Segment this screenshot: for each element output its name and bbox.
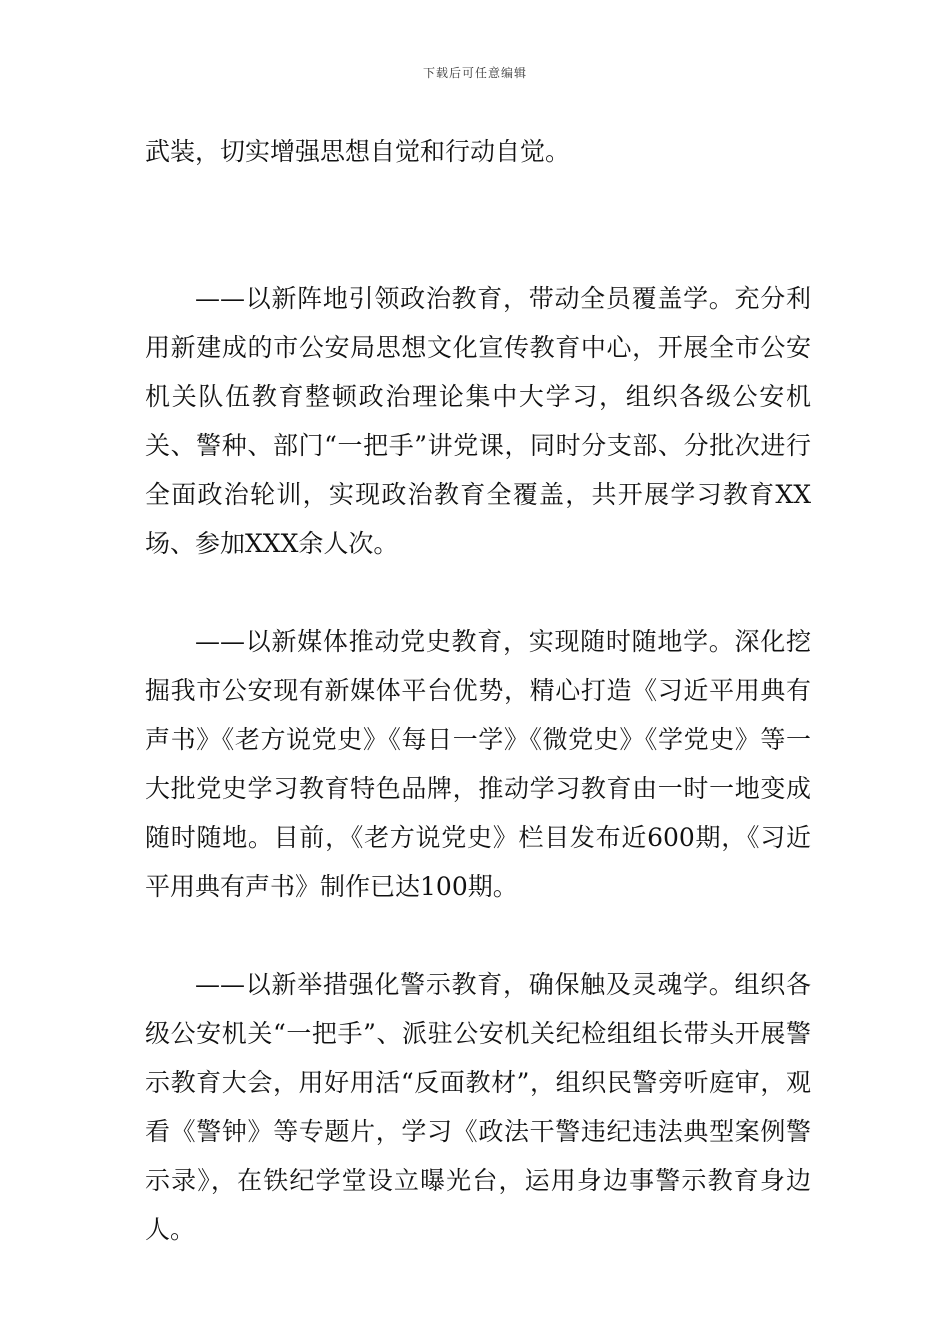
document-body <box>145 127 811 1254</box>
header-note: 下载后可任意编辑 <box>422 66 527 80</box>
paragraph-gap <box>145 568 811 617</box>
paragraph-party-history-education: ——以新媒体推动党史教育，实现随时随地学。深化挖掘我市公安现有新媒体平台优势，精心打造《习近平用典有声书》《老方说党史》《每日一学》《微党史》《学党史》等一大批党史学习教育特色品牌，推动学习教育由一时一地变成随时随地。目前，《老方说党史》栏目发布近600期，《习近平用典有声书》制作已达100期。 <box>145 627 811 901</box>
paragraph-gap <box>145 176 811 225</box>
paragraph-gap <box>145 225 811 274</box>
paragraph-continuation: 武装，切实增强思想自觉和行动自觉。 <box>145 137 571 166</box>
paragraph-warning-education: ——以新举措强化警示教育，确保触及灵魂学。组织各级公安机关“一把手”、派驻公安机关纪检组组长带头开展警示教育大会，用好用活“反面教材”，组织民警旁听庭审，观看《警钟》等专题片，学习《政法干警违纪违法典型案例警示录》，在铁纪学堂设立曝光台，运用身边事警示教育身边人。 <box>145 970 811 1244</box>
paragraph-gap <box>145 911 811 960</box>
paragraph-political-education: ——以新阵地引领政治教育，带动全员覆盖学。充分利用新建成的市公安局思想文化宣传教育中心，开展全市公安机关队伍教育整顿政治理论集中大学习，组织各级公安机关、警种、部门“一把手”讲党课，同时分支部、分批次进行全面政治轮训，实现政治教育全覆盖，共开展学习教育XX场、参加XXX余人次。 <box>145 284 811 558</box>
